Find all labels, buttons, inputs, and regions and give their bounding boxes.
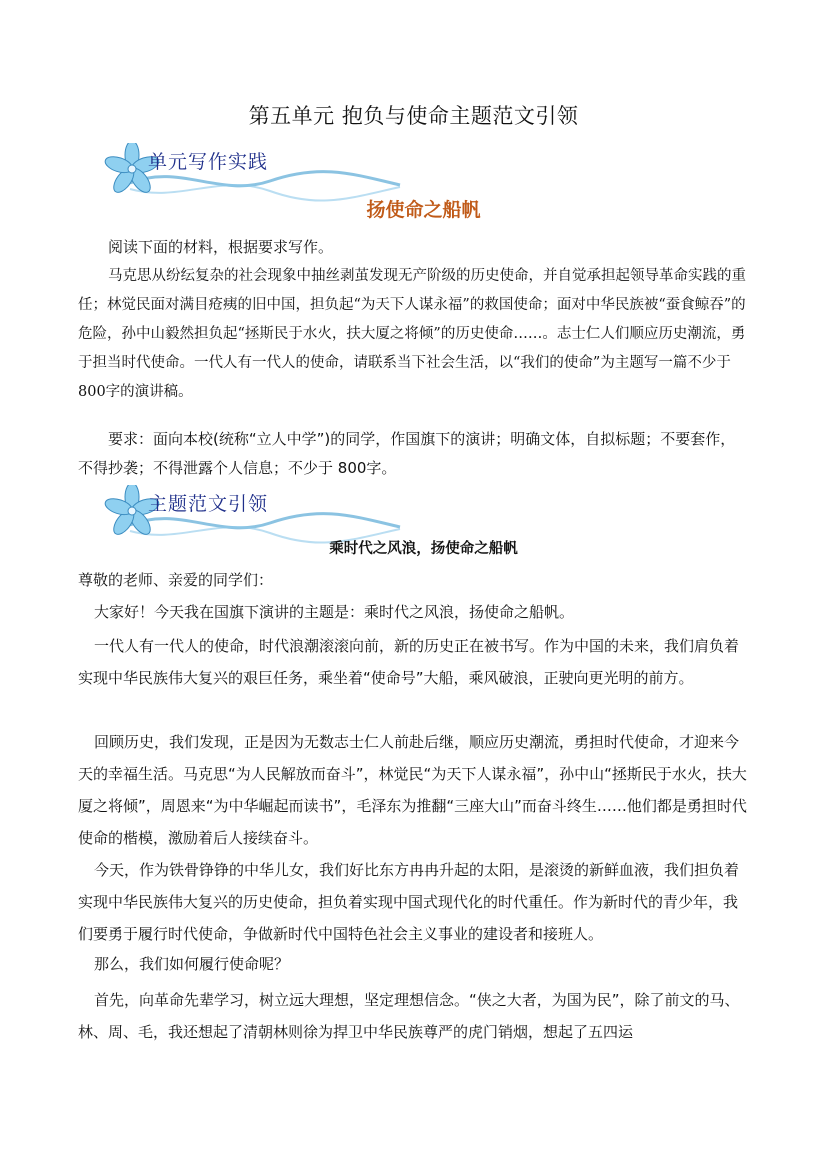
prompt-subtitle: 扬使命之船帆 (366, 199, 481, 221)
essay-paragraph: 那么，我们如何履行使命呢？ (94, 955, 290, 973)
essay-title: 乘时代之风浪，扬使命之船帆 (329, 540, 518, 557)
requirement-text: 要求：面向本校(统称“立人中学”)的同学，作国旗下的演讲；明确文体，自拟标题；不要套作，不得抄袭；不得泄露个人信息；不少于 800字。 (78, 430, 736, 477)
essay-greeting: 尊敬的老师、亲爱的同学们： (78, 571, 274, 589)
essay-paragraph: 大家好！今天我在国旗下演讲的主题是：乘时代之风浪，扬使命之船帆。 (94, 603, 575, 621)
essay-paragraph: 一代人有一代人的使命，时代浪潮滚滚向前，新的历史正在被书写。作为中国的未来，我们肩负着实现中华民族伟大复兴的艰巨任务，乘坐着“使命号”大船，乘风破浪，正驶向更光明的前方。 (78, 637, 740, 687)
instruction-text: 阅读下面的材料，根据要求写作。 (108, 238, 334, 256)
section-label: 单元写作实践 (148, 151, 269, 173)
essay-paragraph: 回顾历史，我们发现，正是因为无数志士仁人前赴后继，顺应历史潮流，勇担时代使命，才迎来今天的幸福生活。马克思“为人民解放而奋斗”，林觉民“为天下人谋永福”，孙中山“拯斯民于水火，扶大厦之将倾”，周恩来“为中华崛起而读书”，毛泽东为推翻“三座大山”而奋斗终生……他们都是勇担时代使命的楷模，激励着后人接续奋斗。 (78, 733, 747, 847)
essay-paragraph: 今天，作为铁骨铮铮的中华儿女，我们好比东方冉冉升起的太阳，是滚烫的新鲜血液，我们担负着实现中华民族伟大复兴的历史使命，担负着实现中国式现代化的时代重任。作为新时代的青少年，我们要勇于履行时代使命，争做新时代中国特色社会主义事业的建设者和接班人。 (78, 861, 740, 943)
essay-paragraph: 首先，向革命先辈学习，树立远大理想，坚定理想信念。“侠之大者，为国为民”，除了前文的马、林、周、毛，我还想起了清朝林则徐为捍卫中华民族尊严的虎门销烟，想起了五四运 (78, 991, 740, 1041)
material-text: 马克思从纷纭复杂的社会现象中抽丝剥茧发现无产阶级的历史使命，并自觉承担起领导革命实践的重任；林觉民面对满目疮痍的旧中国，担负起“为天下人谋永福”的救国使命；面对中华民族被“蚕食鲸吞”的危险，孙中山毅然担负起“拯斯民于水火，扶大厦之将倾”的历史使命……。志士仁人们顺应历史潮流，勇于担当时代使命。一代人有一代人的使命，请联系当下社会生活，以“我们的使命”为主题写一篇不少于800字的演讲稿。 (78, 268, 746, 400)
section-label: 主题范文引领 (148, 493, 269, 515)
page-title: 第五单元 抱负与使命主题范文引领 (248, 104, 579, 128)
